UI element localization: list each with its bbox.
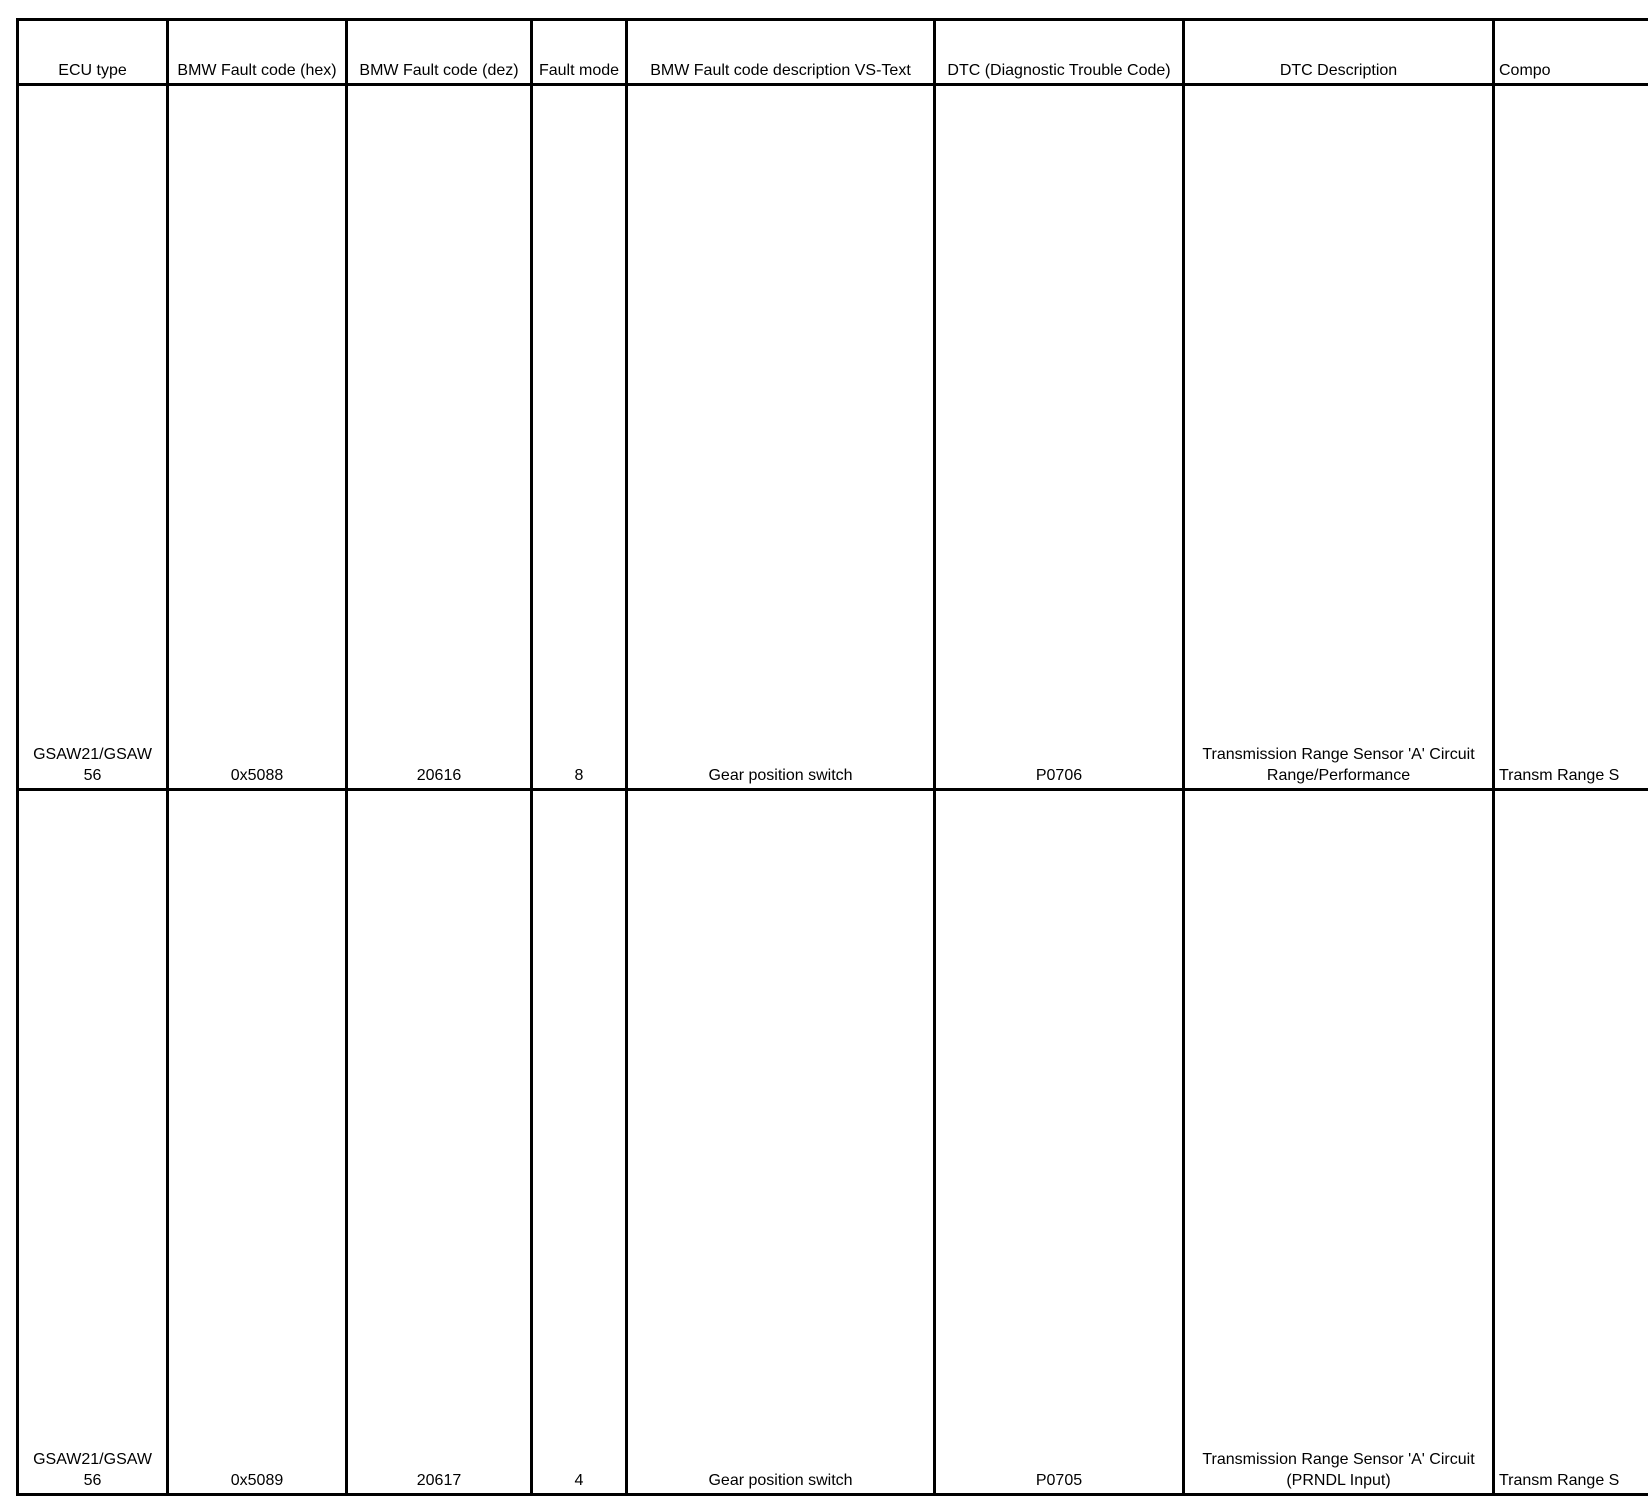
column-header-fault-dez[interactable]: BMW Fault code (dez) (347, 20, 532, 85)
table-row (18, 85, 1648, 790)
cell-dtc[interactable]: P0706 (935, 85, 1184, 790)
column-header-dtc[interactable]: DTC (Diagnostic Trouble Code) (935, 20, 1184, 85)
header-row (18, 20, 1648, 85)
column-header-ecu-type[interactable]: ECU type (18, 20, 168, 85)
cell-component[interactable]: Transm Range S (1494, 790, 1648, 1495)
cell-vs-text[interactable]: Gear position switch (627, 85, 935, 790)
column-header-component[interactable]: Compo (1494, 20, 1648, 85)
cell-dtc-description[interactable]: Transmission Range Sensor 'A' Circuit Range/Performance (1184, 85, 1494, 790)
column-header-fault-mode[interactable]: Fault mode (532, 20, 627, 85)
cell-fault-hex[interactable]: 0x5089 (168, 790, 347, 1495)
cell-fault-mode[interactable]: 4 (532, 790, 627, 1495)
cell-dtc[interactable]: P0705 (935, 790, 1184, 1495)
column-header-vs-text[interactable]: BMW Fault code description VS-Text (627, 20, 935, 85)
column-header-dtc-description[interactable]: DTC Description (1184, 20, 1494, 85)
spreadsheet-sheet (16, 18, 1648, 1498)
cell-ecu-type[interactable]: GSAW21/GSAW 56 (18, 85, 168, 790)
cell-vs-text[interactable]: Gear position switch (627, 790, 935, 1495)
cell-ecu-type[interactable]: GSAW21/GSAW 56 (18, 790, 168, 1495)
cell-fault-dez[interactable]: 20617 (347, 790, 532, 1495)
table-row (18, 790, 1648, 1495)
column-header-fault-hex[interactable]: BMW Fault code (hex) (168, 20, 347, 85)
cell-fault-hex[interactable]: 0x5088 (168, 85, 347, 790)
fault-code-table (16, 18, 1648, 1496)
cell-dtc-description[interactable]: Transmission Range Sensor 'A' Circuit (PRNDL Input) (1184, 790, 1494, 1495)
cell-fault-dez[interactable]: 20616 (347, 85, 532, 790)
cell-component[interactable]: Transm Range S (1494, 85, 1648, 790)
cell-fault-mode[interactable]: 8 (532, 85, 627, 790)
